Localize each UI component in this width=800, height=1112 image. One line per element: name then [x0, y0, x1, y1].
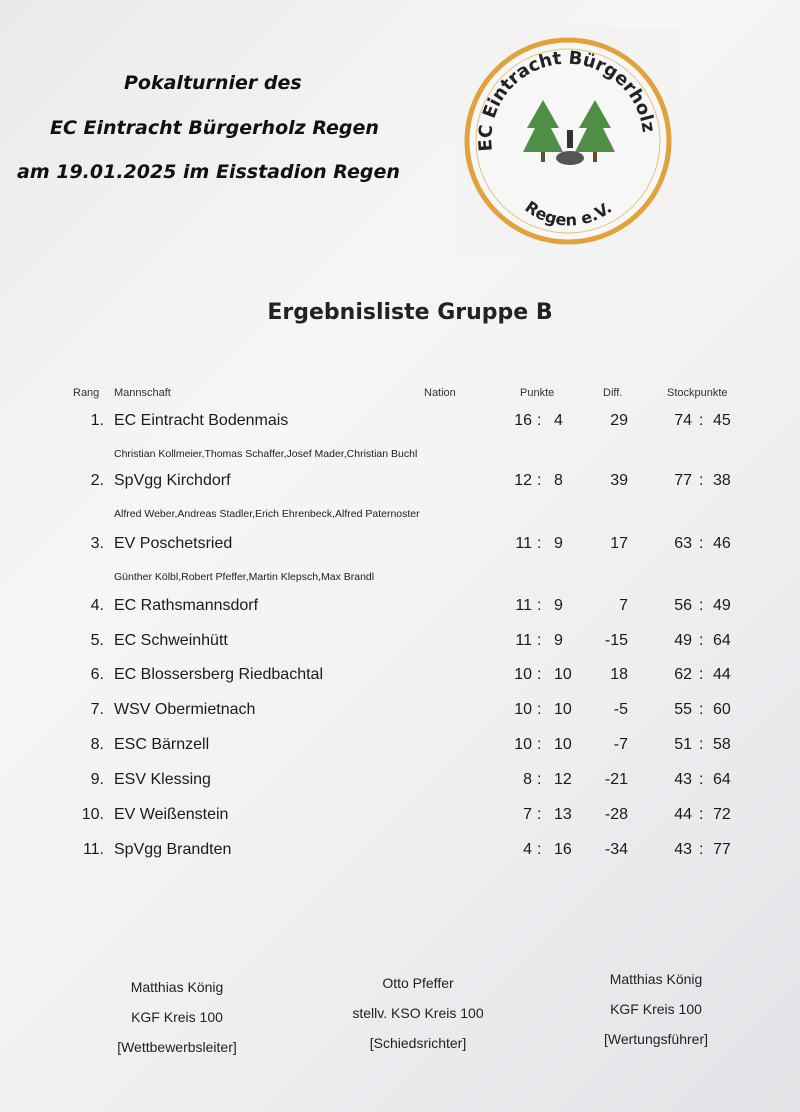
stock-separator: :: [699, 771, 704, 788]
signature-name: Matthias König: [609, 971, 703, 987]
points-separator: :: [537, 666, 542, 683]
points-separator: :: [537, 597, 542, 614]
points-separator: :: [537, 412, 542, 429]
rank-cell: 6.: [90, 666, 104, 683]
table-row: [0, 632, 800, 662]
team-cell: EC Rathsmannsdorf: [114, 597, 259, 614]
diff-cell: 18: [610, 666, 628, 683]
signature-role: [Schiedsrichter]: [369, 1035, 467, 1051]
table-row: [0, 666, 800, 696]
points-against-cell: 10: [554, 736, 572, 753]
stock-for-cell: 56: [674, 597, 692, 614]
diff-cell: -28: [604, 806, 628, 823]
points-separator: :: [537, 535, 542, 552]
table-row: [0, 597, 800, 627]
team-cell: ESC Bärnzell: [114, 736, 210, 753]
stock-against-cell: 60: [713, 701, 731, 718]
diff-cell: 29: [610, 412, 628, 429]
stock-separator: :: [699, 736, 704, 753]
table-row: [0, 806, 800, 836]
stock-separator: :: [699, 806, 704, 823]
stock-for-cell: 49: [674, 632, 692, 649]
diff-cell: 17: [610, 535, 628, 552]
stock-against-cell: 46: [713, 535, 731, 552]
col-nation: Nation: [424, 387, 456, 399]
player-list: Alfred Weber,Andreas Stadler,Erich Ehrenbeck,Alfred Paternoster: [114, 508, 420, 520]
team-cell: ESV Klessing: [114, 771, 211, 788]
logo-text-top: EC Eintracht Bürgerholz: [475, 47, 659, 153]
signature-name: Otto Pfeffer: [382, 975, 454, 991]
stock-against-cell: 77: [713, 841, 731, 858]
signature-org: KGF Kreis 100: [610, 1001, 702, 1017]
team-cell: EC Eintracht Bodenmais: [114, 412, 289, 429]
points-for-cell: 10: [514, 666, 532, 683]
signature-org: stellv. KSO Kreis 100: [352, 1005, 484, 1021]
team-cell: SpVgg Brandten: [114, 841, 232, 858]
team-cell: EC Schweinhütt: [114, 632, 228, 649]
signature-org: KGF Kreis 100: [131, 1009, 223, 1025]
points-for-cell: 12: [514, 472, 532, 489]
stock-against-cell: 49: [713, 597, 731, 614]
points-for-cell: 11: [515, 632, 532, 649]
signature-role: [Wettbewerbsleiter]: [117, 1039, 237, 1055]
points-against-cell: 16: [554, 841, 572, 858]
signature-block-2: [308, 968, 528, 1058]
player-list: Günther Kölbl,Robert Pfeffer,Martin Klepsch,Max Brandl: [114, 571, 375, 583]
rank-cell: 3.: [90, 535, 104, 552]
points-separator: :: [537, 632, 542, 649]
stock-for-cell: 43: [674, 841, 692, 858]
stock-against-cell: 58: [713, 736, 731, 753]
col-stockpunkte: Stockpunkte: [667, 387, 728, 399]
stock-separator: :: [699, 412, 704, 429]
table-row: [0, 771, 800, 801]
logo-text-bottom: Regen e.V.: [521, 197, 616, 230]
points-separator: :: [537, 472, 542, 489]
table-row: [0, 472, 800, 502]
table-row: [0, 841, 800, 871]
rank-cell: 1.: [90, 412, 104, 429]
club-logo: [455, 28, 681, 254]
stock-for-cell: 55: [674, 701, 692, 718]
rank-cell: 2.: [90, 472, 104, 489]
rank-cell: 11.: [82, 841, 104, 858]
stock-against-cell: 38: [713, 472, 731, 489]
stock-separator: :: [699, 632, 704, 649]
diff-cell: -5: [613, 701, 628, 718]
stock-for-cell: 62: [674, 666, 692, 683]
player-list: Christian Kollmeier,Thomas Schaffer,Josef Mader,Christian Buchl: [114, 448, 418, 460]
points-for-cell: 8: [523, 771, 532, 788]
stock-separator: :: [699, 666, 704, 683]
table-row: [0, 412, 800, 442]
team-cell: WSV Obermietnach: [114, 701, 256, 718]
header-line-3: am 19.01.2025 im Eisstadion Regen: [17, 161, 400, 183]
points-for-cell: 4: [523, 841, 532, 858]
points-against-cell: 10: [554, 666, 572, 683]
stock-for-cell: 74: [674, 412, 692, 429]
points-for-cell: 10: [514, 701, 532, 718]
signature-block-1: [67, 972, 287, 1062]
stock-against-cell: 45: [713, 412, 731, 429]
signature-block-3: [546, 964, 766, 1054]
stock-for-cell: 77: [674, 472, 692, 489]
col-diff: Diff.: [603, 387, 623, 399]
stock-against-cell: 44: [713, 666, 731, 683]
rank-cell: 7.: [90, 701, 104, 718]
rank-cell: 8.: [90, 736, 104, 753]
stock-for-cell: 51: [674, 736, 692, 753]
col-mannschaft: Mannschaft: [114, 387, 171, 399]
signature-role: [Wertungsführer]: [603, 1031, 708, 1047]
team-cell: EV Weißenstein: [114, 806, 229, 823]
points-separator: :: [537, 841, 542, 858]
header-line-2: EC Eintracht Bürgerholz Regen: [50, 117, 379, 139]
rank-cell: 9.: [90, 771, 104, 788]
points-against-cell: 9: [554, 535, 563, 552]
diff-cell: -21: [604, 771, 628, 788]
points-separator: :: [537, 806, 542, 823]
diff-cell: -15: [604, 632, 628, 649]
page-title: Ergebnisliste Gruppe B: [267, 300, 553, 325]
points-for-cell: 11: [515, 535, 532, 552]
rank-cell: 10.: [81, 806, 104, 823]
col-punkte: Punkte: [520, 387, 555, 399]
diff-cell: 7: [619, 597, 628, 614]
team-cell: EV Poschetsried: [114, 535, 233, 552]
team-cell: SpVgg Kirchdorf: [114, 472, 231, 489]
points-for-cell: 7: [523, 806, 532, 823]
diff-cell: 39: [610, 472, 628, 489]
stock-separator: :: [699, 841, 704, 858]
points-separator: :: [537, 701, 542, 718]
header-line-1: Pokalturnier des: [124, 72, 302, 94]
stock-for-cell: 43: [674, 771, 692, 788]
points-against-cell: 9: [554, 597, 563, 614]
signature-name: Matthias König: [130, 979, 224, 995]
table-row: [0, 736, 800, 766]
diff-cell: -34: [604, 841, 628, 858]
team-cell: EC Blossersberg Riedbachtal: [114, 666, 323, 683]
stock-separator: :: [699, 597, 704, 614]
points-against-cell: 4: [554, 412, 563, 429]
col-rang: Rang: [73, 387, 100, 399]
stock-against-cell: 72: [713, 806, 731, 823]
points-against-cell: 13: [554, 806, 572, 823]
table-row: [0, 535, 800, 565]
diff-cell: -7: [613, 736, 628, 753]
points-for-cell: 11: [515, 597, 532, 614]
rank-cell: 5.: [90, 632, 104, 649]
stock-for-cell: 63: [674, 535, 692, 552]
stock-against-cell: 64: [713, 771, 731, 788]
table-row: [0, 701, 800, 731]
points-separator: :: [537, 771, 542, 788]
points-against-cell: 8: [554, 472, 563, 489]
stock-separator: :: [699, 472, 704, 489]
points-for-cell: 10: [514, 736, 532, 753]
stock-separator: :: [699, 535, 704, 552]
stock-for-cell: 44: [674, 806, 692, 823]
points-separator: :: [537, 736, 542, 753]
points-against-cell: 10: [554, 701, 572, 718]
points-against-cell: 9: [554, 632, 563, 649]
points-against-cell: 12: [554, 771, 572, 788]
rank-cell: 4.: [90, 597, 104, 614]
points-for-cell: 16: [514, 412, 532, 429]
stock-against-cell: 64: [713, 632, 731, 649]
stock-separator: :: [699, 701, 704, 718]
